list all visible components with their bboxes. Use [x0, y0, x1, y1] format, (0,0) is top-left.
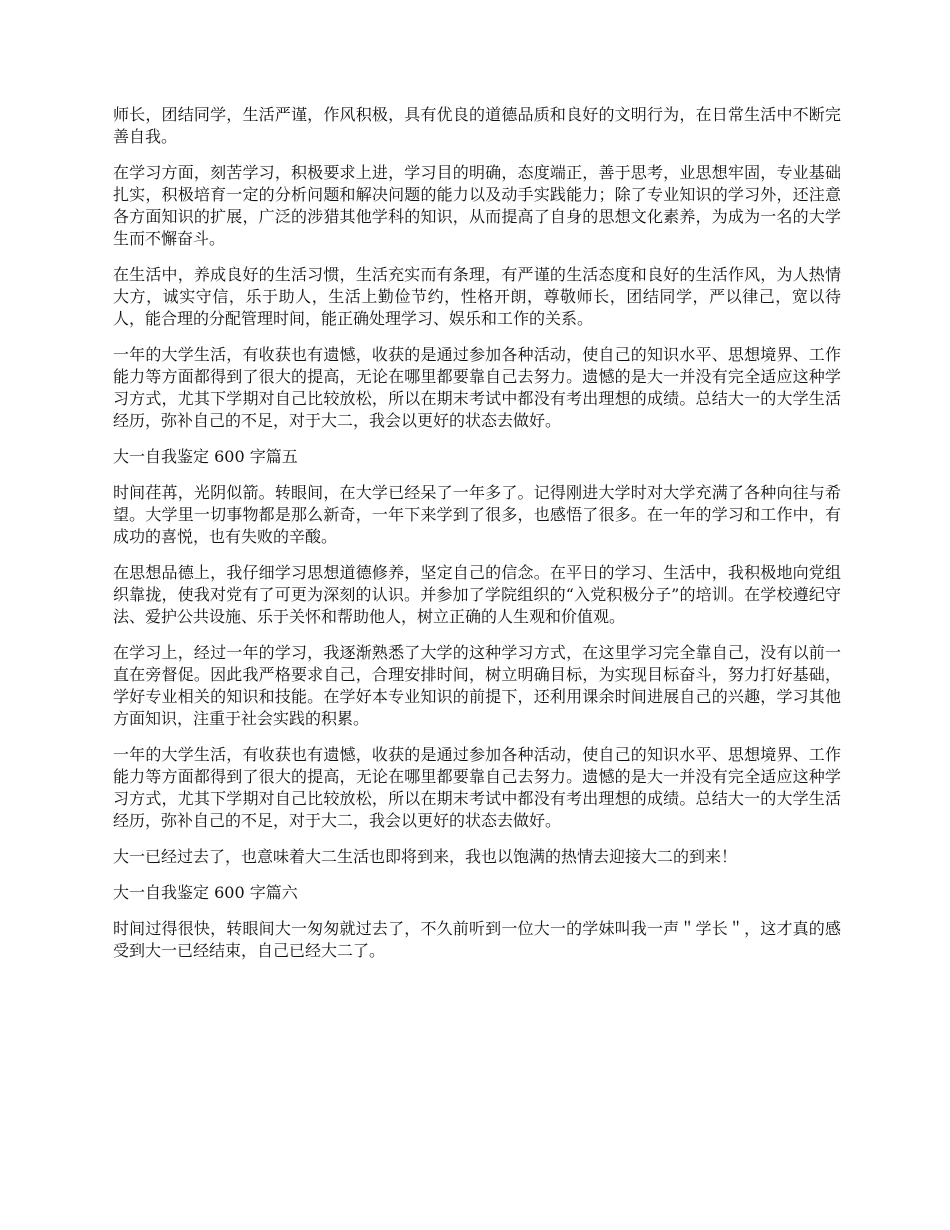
paragraph-4: 一年的大学生活，有收获也有遗憾，收获的是通过参加各种活动，使自己的知识水平、思想境界、工作能力等方面都得到了很大的提高，无论在哪里都要靠自己去努力。遗憾的是大一并没有完全适应这种学习方式，尤其下学期对自己比较放松，所以在期末考试中都没有考出理想的成绩。总结大一的大学生活经历，弥补自己的不足，对于大二，我会以更好的状态去做好。: [113, 345, 841, 430]
paragraph-6: 时间荏苒，光阴似箭。转眼间，在大学已经呆了一年多了。记得刚进大学时对大学充满了各种向往与希望。大学里一切事物都是那么新奇，一年下来学到了很多，也感悟了很多。在一年的学习和工作中，有成功的喜悦，也有失败的辛酸。: [113, 483, 841, 546]
document-page: [113, 104, 841, 976]
paragraph-10: 大一已经过去了，也意味着大二生活也即将到来，我也以饱满的热情去迎接大二的到来！: [113, 847, 738, 866]
paragraph-3: 在生活中，养成良好的生活习惯，生活充实而有条理，有严谨的生活态度和良好的生活作风，为人热情大方，诚实守信，乐于助人，生活上勤俭节约，性格开朗，尊敬师长，团结同学，严以律己，宽以待人，能合理的分配管理时间，能正确处理学习、娱乐和工作的关系。: [113, 265, 841, 328]
paragraph-9: 一年的大学生活，有收获也有遗憾，收获的是通过参加各种活动，使自己的知识水平、思想境界、工作能力等方面都得到了很大的提高，无论在哪里都要靠自己去努力。遗憾的是大一并没有完全适应这种学习方式，尤其下学期对自己比较放松，所以在期末考试中都没有考出理想的成绩。总结大一的大学生活经历，弥补自己的不足，对于大二，我会以更好的状态去做好。: [113, 745, 841, 830]
paragraph-7: 在思想品德上，我仔细学习思想道德修养，坚定自己的信念。在平日的学习、生活中，我积极地向党组织靠拢，使我对党有了可更为深刻的认识。并参加了学院组织的“入党积极分子”的培训。在学校遵纪守法、爱护公共设施、乐于关怀和帮助他人，树立正确的人生观和价值观。: [113, 563, 841, 626]
section-heading-5: 大一自我鉴定 600 字篇五: [113, 447, 298, 466]
paragraph-1: 师长，团结同学，生活严谨，作风积极，具有优良的道德品质和良好的文明行为，在日常生活中不断完善自我。: [113, 105, 841, 146]
section-heading-6: 大一自我鉴定 600 字篇六: [113, 883, 298, 902]
paragraph-8: 在学习上，经过一年的学习，我逐渐熟悉了大学的这种学习方式，在这里学习完全靠自己，没有以前一直在旁督促。因此我严格要求自己，合理安排时间，树立明确目标，为实现目标奋斗，努力打好基础，学好专业相关的知识和技能。在学好本专业知识的前提下，还利用课余时间进展自己的兴趣，学习其他方面知识，注重于社会实践的积累。: [113, 643, 841, 728]
paragraph-2: 在学习方面，刻苦学习，积极要求上进，学习目的明确，态度端正，善于思考，业思想牢固，专业基础扎实，积极培育一定的分析问题和解决问题的能力以及动手实践能力；除了专业知识的学习外，还注意各方面知识的扩展，广泛的涉猎其他学科的知识，从而提高了自身的思想文化素养，为成为一名的大学生而不懈奋斗。: [113, 163, 841, 248]
paragraph-12: 时间过得很快，转眼间大一匆匆就过去了，不久前听到一位大一的学妹叫我一声＂学长＂，这才真的感受到大一已经结束，自己已经大二了。: [113, 919, 841, 960]
